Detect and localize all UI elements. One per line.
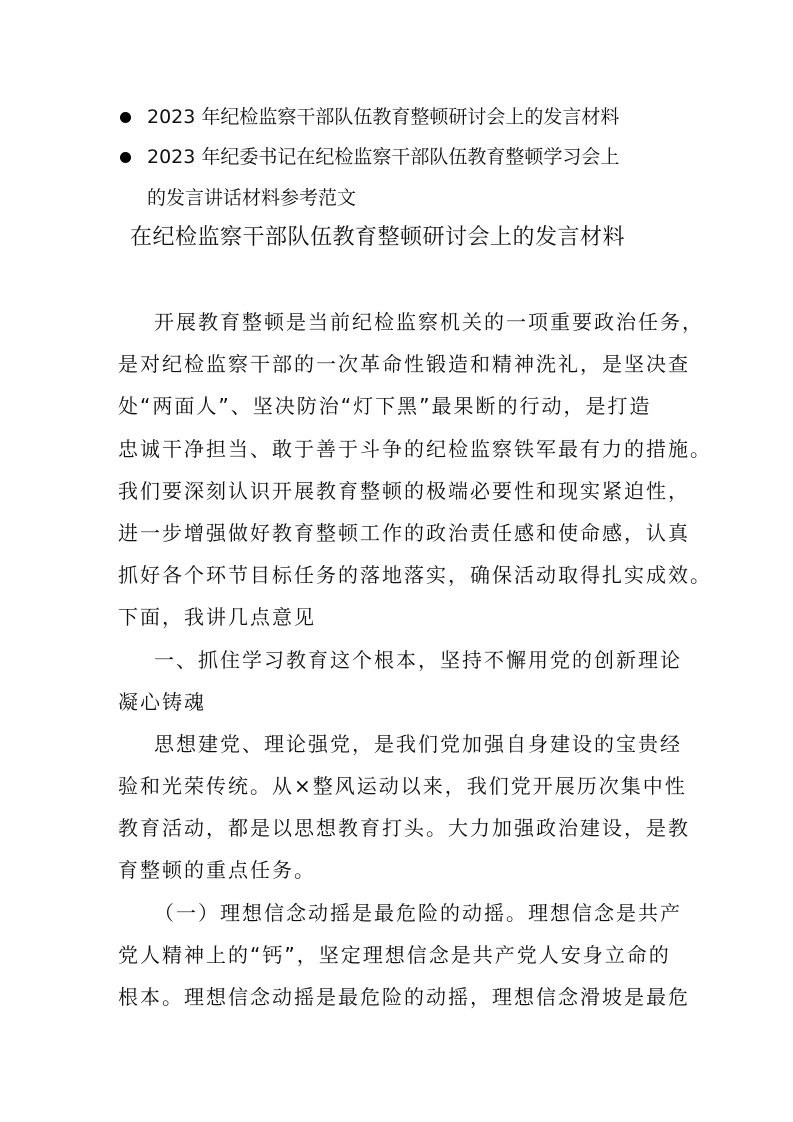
body-line: 忠诚干净担当、敢于善于斗争的纪检监察铁军最有力的措施。 — [118, 436, 712, 461]
body-line: 处“两面人”、坚决防治“灯下黑”最果断的行动，是打造 — [118, 394, 652, 419]
document-body — [118, 301, 718, 1018]
body-line: 开展教育整顿是当前纪检监察机关的一项重要政治任务， — [154, 310, 704, 334]
body-line: 验和光荣传统。从×整风运动以来，我们党开展历次集中性 — [118, 774, 687, 799]
section-heading: 凝心铸魂 — [118, 689, 206, 714]
body-line: 是对纪检监察干部的一次革命性锻造和精神洗礼，是坚决查 — [118, 352, 690, 377]
bullet-icon — [120, 152, 131, 163]
body-line: 教育活动，都是以思想教育打头。大力加强政治建设，是教 — [118, 816, 690, 841]
body-line: （一）理想信念动摇是最危险的动摇。理想信念是共产 — [154, 900, 682, 925]
body-line: 抓好各个环节目标任务的落地落实，确保活动取得扎实成效。 — [118, 563, 712, 588]
body-line: 育整顿的重点任务。 — [118, 858, 316, 883]
toc-item: 2023 年纪委书记在纪检监察干部队伍教育整顿学习会上 — [147, 146, 620, 168]
toc-item: 2023 年纪检监察干部队伍教育整顿研讨会上的发言材料 — [147, 106, 620, 128]
body-line: 根本。理想信念动摇是最危险的动摇，理想信念滑坡是最危 — [118, 985, 690, 1009]
body-line: 党人精神上的“钙”，坚定理想信念是共产党人安身立命的 — [118, 942, 671, 967]
body-line: 我们要深刻认识开展教育整顿的极端必要性和现实紧迫性， — [118, 478, 690, 503]
body-line: 进一步增强做好教育整顿工作的政治责任感和使命感，认真 — [118, 520, 690, 545]
body-line: 下面，我讲几点意见 — [118, 605, 316, 630]
toc-item-continued: 的发言讲话材料参考范文 — [147, 187, 357, 209]
section-heading: 一、抓住学习教育这个根本，坚持不懈用党的创新理论 — [154, 647, 682, 672]
bullet-icon — [120, 112, 131, 123]
document-title: 在纪检监察干部队伍教育整顿研讨会上的发言材料 — [130, 225, 626, 250]
body-line: 思想建党、理论强党，是我们党加强自身建设的宝贵经 — [154, 731, 682, 756]
